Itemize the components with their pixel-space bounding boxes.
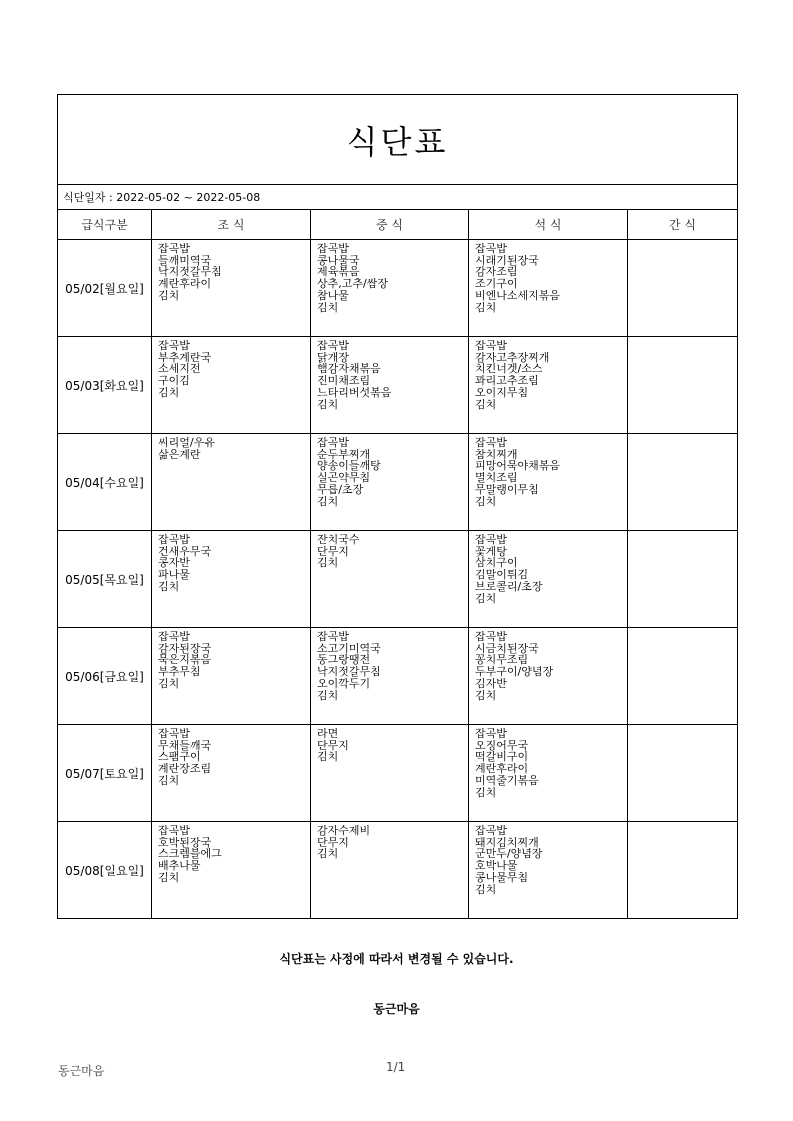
breakfast-cell: [152, 628, 311, 725]
menu-item: 스크렘블에그: [158, 848, 222, 861]
snack-cell: [628, 240, 738, 337]
menu-item: 잡곡밥: [158, 534, 190, 546]
dinner-cell: [469, 434, 628, 531]
menu-item: 양송이들깨탕: [317, 460, 381, 473]
menu-item: 김치: [158, 386, 180, 399]
menu-item: 배추나물: [158, 860, 201, 872]
menu-item: 무채들깨국: [158, 739, 212, 752]
menu-item: 삶은계란: [158, 448, 201, 461]
menu-item: 감자수제비: [317, 825, 371, 837]
menu-item: 김치: [475, 786, 497, 799]
header-dinner: 석 식: [469, 210, 628, 240]
menu-item: 김치: [475, 883, 497, 896]
menu-item: 치킨너겟/소스: [475, 363, 543, 376]
menu-item: 잡곡밥: [158, 631, 190, 643]
menu-item: 군만두/양념장: [475, 848, 543, 861]
title-cell: [58, 95, 738, 185]
day-row: [58, 240, 738, 337]
day-row: [58, 822, 738, 919]
lunch-cell: [311, 822, 469, 919]
page-title: 식단표: [346, 122, 449, 161]
date-cell: 05/07[토요일]: [58, 725, 152, 822]
menu-item: 김치: [158, 774, 180, 787]
day-row: [58, 531, 738, 628]
menu-item: 계란후라이: [158, 278, 212, 290]
period-label: 식단일자 : 2022-05-02 ~ 2022-05-08: [63, 191, 261, 204]
menu-item: 잡곡밥: [475, 825, 507, 837]
menu-item: 오이깍두기: [317, 677, 371, 690]
menu-item: 계란후라이: [475, 763, 529, 775]
menu-item: 잔치국수: [317, 534, 360, 546]
menu-item: 들깨미역국: [158, 254, 212, 267]
menu-item: 부추무침: [158, 666, 201, 678]
lunch-cell: [311, 337, 469, 434]
breakfast-cell: [152, 434, 311, 531]
menu-item: 잡곡밥: [158, 340, 190, 352]
menu-table: [57, 94, 738, 919]
menu-item: 김말이튀김: [475, 569, 529, 581]
menu-item: 김치: [317, 301, 339, 314]
menu-item: 김치: [158, 677, 180, 690]
footer-center-name: 동근마음: [58, 1064, 105, 1078]
breakfast-cell: [152, 725, 311, 822]
snack-cell: [628, 628, 738, 725]
menu-item: 돼지김치찌개: [475, 836, 539, 849]
menu-item: 김치: [317, 557, 339, 570]
change-notice: 식단표는 사정에 따라서 변경될 수 있습니다.: [279, 952, 514, 966]
menu-item: 꽁치무조림: [475, 654, 529, 667]
day-row: [58, 725, 738, 822]
lunch-cell: [311, 725, 469, 822]
snack-cell: [628, 822, 738, 919]
menu-item: 소세지전: [158, 363, 201, 376]
lunch-cell: [311, 240, 469, 337]
menu-item: 라면: [317, 728, 339, 740]
menu-item: 낙지젓갈무침: [317, 666, 381, 678]
menu-item: 김치: [475, 398, 497, 411]
menu-item: 잡곡밥: [317, 340, 349, 352]
menu-item: 김치: [317, 398, 339, 411]
snack-cell: [628, 725, 738, 822]
snack-cell: [628, 531, 738, 628]
date-cell: 05/08[일요일]: [58, 822, 152, 919]
dinner-cell: [469, 337, 628, 434]
menu-item: 떡갈비구이: [475, 751, 529, 764]
menu-item: 무말랭이무침: [475, 483, 539, 496]
center-name: 동근마음: [373, 1002, 420, 1016]
day-row: [58, 628, 738, 725]
menu-item: 김치: [317, 689, 339, 702]
menu-item: 계란장조림: [158, 763, 212, 775]
menu-item: 잡곡밥: [158, 243, 190, 255]
lunch-cell: [311, 531, 469, 628]
menu-item: 호박나물: [475, 860, 518, 872]
menu-item: 오이지무침: [475, 386, 529, 399]
date-cell: 05/04[수요일]: [58, 434, 152, 531]
menu-item: 콩나물무침: [475, 871, 529, 884]
date-cell: 05/03[화요일]: [58, 337, 152, 434]
menu-item: 순두부찌개: [317, 448, 371, 461]
header-breakfast: 조 식: [152, 210, 311, 240]
menu-item: 감자고추장찌개: [475, 351, 550, 364]
header-row: [58, 210, 738, 240]
menu-item: 감자조림: [475, 266, 518, 279]
menu-item: 낙지젓갈무침: [158, 266, 222, 279]
menu-item: 김자반: [475, 677, 507, 690]
menu-item: 꽃게탕: [475, 545, 507, 558]
menu-item: 시래기된장국: [475, 254, 539, 267]
menu-item: 잡곡밥: [317, 437, 349, 449]
page-number: 1/1: [386, 1060, 406, 1074]
menu-item: 김치: [475, 301, 497, 314]
menu-item: 두부구이/양념장: [475, 666, 554, 678]
menu-item: 김치: [158, 580, 180, 593]
menu-item: 무릅/초장: [317, 483, 364, 496]
date-cell: 05/06[금요일]: [58, 628, 152, 725]
menu-item: 참치찌개: [475, 448, 518, 461]
menu-item: 제육볶음: [317, 266, 360, 279]
menu-item: 잡곡밥: [158, 728, 190, 740]
menu-item: 꽈리고추조림: [475, 375, 539, 387]
menu-item: 김치: [158, 871, 180, 884]
menu-item: 김치: [475, 689, 497, 702]
header-snack: 간 식: [628, 210, 738, 240]
menu-item: 진미채조림: [317, 375, 371, 387]
menu-item: 김치: [317, 848, 339, 861]
menu-item: 잡곡밥: [317, 631, 349, 643]
menu-item: 실곤약무침: [317, 472, 371, 484]
menu-item: 묵은지볶음: [158, 654, 212, 667]
menu-item: 잡곡밥: [475, 631, 507, 643]
menu-item: 김치: [475, 592, 497, 605]
menu-item: 콩나물국: [317, 254, 360, 267]
menu-item: 단무지: [317, 739, 349, 752]
menu-item: 잡곡밥: [475, 340, 507, 352]
snack-cell: [628, 337, 738, 434]
lunch-cell: [311, 434, 469, 531]
menu-item: 호박된장국: [158, 836, 212, 849]
menu-item: 잡곡밥: [158, 825, 190, 837]
menu-item: 파나물: [158, 569, 190, 581]
menu-item: 상추,고추/쌈장: [317, 278, 388, 290]
dinner-cell: [469, 531, 628, 628]
date-cell: 05/02[월요일]: [58, 240, 152, 337]
menu-item: 잡곡밥: [475, 728, 507, 740]
menu-item: 단무지: [317, 836, 349, 849]
menu-item: 잡곡밥: [475, 243, 507, 255]
menu-item: 구이김: [158, 375, 190, 387]
menu-item: 김치: [475, 495, 497, 508]
menu-item: 느타리버섯볶음: [317, 386, 392, 399]
menu-item: 미역줄기볶음: [475, 774, 539, 787]
menu-item: 콩자반: [158, 557, 190, 570]
menu-item: 브로콜리/초장: [475, 580, 543, 593]
menu-item: 잡곡밥: [317, 243, 349, 255]
menu-item: 스팸구이: [158, 751, 201, 764]
period-cell: [58, 185, 738, 210]
header-category: 급식구분: [58, 210, 152, 240]
menu-item: 감자된장국: [158, 642, 212, 655]
dinner-cell: [469, 628, 628, 725]
menu-item: 씨리얼/우유: [158, 437, 215, 449]
menu-item: 비엔나소세지볶음: [475, 289, 561, 302]
menu-item: 멸치조림: [475, 472, 518, 484]
day-row: [58, 434, 738, 531]
snack-cell: [628, 434, 738, 531]
breakfast-cell: [152, 337, 311, 434]
menu-item: 햄감자채볶음: [317, 363, 381, 376]
date-cell: 05/05[목요일]: [58, 531, 152, 628]
dinner-cell: [469, 725, 628, 822]
breakfast-cell: [152, 240, 311, 337]
menu-item: 김치: [317, 751, 339, 764]
menu-item: 부추계란국: [158, 351, 212, 364]
menu-item: 김치: [317, 495, 339, 508]
menu-item: 오징어무국: [475, 739, 529, 752]
dinner-cell: [469, 240, 628, 337]
breakfast-cell: [152, 822, 311, 919]
menu-item: 시금치된장국: [475, 642, 539, 655]
lunch-cell: [311, 628, 469, 725]
menu-item: 참나물: [317, 289, 349, 302]
menu-item: 단무지: [317, 545, 349, 558]
menu-item: 조기구이: [475, 278, 518, 290]
menu-item: 건새우무국: [158, 545, 212, 558]
header-lunch: 중 식: [311, 210, 469, 240]
menu-item: 닭개장: [317, 351, 349, 364]
dinner-cell: [469, 822, 628, 919]
menu-item: 삼치구이: [475, 557, 518, 570]
menu-item: 잡곡밥: [475, 534, 507, 546]
menu-item: 소고기미역국: [317, 642, 381, 655]
menu-item: 잡곡밥: [475, 437, 507, 449]
menu-item: 피망어묵야채볶음: [475, 460, 561, 473]
day-row: [58, 337, 738, 434]
menu-item: 동그랑땡전: [317, 654, 371, 667]
breakfast-cell: [152, 531, 311, 628]
menu-item: 김치: [158, 289, 180, 302]
